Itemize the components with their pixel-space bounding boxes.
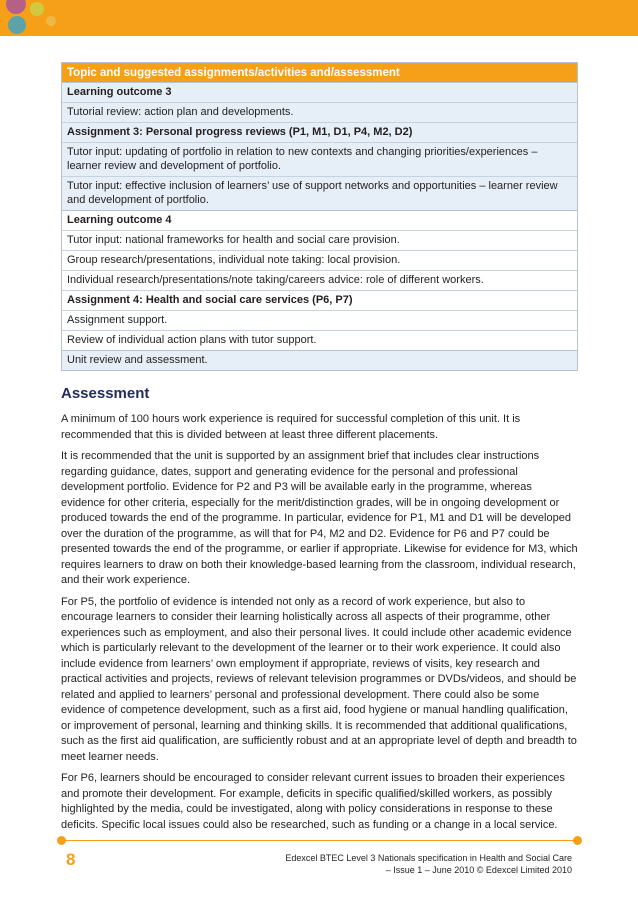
table-row: Assignment 3: Personal progress reviews (P1, M1, D1, P4, M2, D2) bbox=[62, 123, 577, 143]
footer-dot-icon bbox=[57, 836, 66, 845]
table-row: Tutor input: national frameworks for health and social care provision. bbox=[62, 231, 577, 251]
table-row: Tutor input: effective inclusion of learners’ use of support networks and opportunities – learner review and development of portfolio. bbox=[67, 180, 558, 206]
top-banner bbox=[0, 0, 638, 36]
table-group-lo4 bbox=[62, 210, 577, 350]
paragraph: It is recommended that the unit is supported by an assignment brief that includes clear instructions regarding guidance, dates, support and generating evidence for the personal and professional development portfolio. Evidence for P2 and P3 will be available early in the programme, whereas evidence for other criteria, especially for the merit/distinction grades, will be in ongoing development or produced towards the end of the programme. In particular, evidence for P1, M1 and D1 will be developed over the duration of the programme, as will that for P4, M2 and D2. Evidence for P6 and P7 could be presented towards the end of the programme, or earlier if appropriate. Likewise for evidence for M3, which requires learners to draw on both their knowledge-based learning from the classroom, individual research, and their work experience. bbox=[61, 450, 578, 586]
table-row: Individual research/presentations/note taking/careers advice: role of different workers. bbox=[62, 271, 577, 291]
assessment-heading: Assessment bbox=[61, 385, 150, 402]
decorative-circle-icon bbox=[46, 16, 56, 26]
footer-citation bbox=[242, 852, 572, 876]
paragraph: For P5, the portfolio of evidence is intended not only as a record of work experience, but also to encourage learners to consider their learning holistically across all aspects of their programme, other experiences such as employment, and also their personal lives. It could include other academic evidence which is particularly relevant to the development of the learner or to their work experience. It could also include evidence from learners’ own employment if appropriate, reviews of visits, key research and practical activities and projects, reviews of relevant television programmes or DVDs/videos, and should be related and applied to learners’ personal and professional development. There could also be some evidence of competence development, such as a first aid, food hygiene or manual handling qualification, or improvement of personal, learning and thinking skills. It is recommended that additional qualifications, such as the first aid qualification, are sufficiently robust and at an appropriate level of depth and breadth to meet learner needs. bbox=[61, 595, 577, 763]
paragraph: For P6, learners should be encouraged to consider relevant current issues to broaden their experiences and promote their development. For example, deficits in specific qualified/skilled workers, as possibly highlighted by the media, could be investigated, along with policy considerations in response to these deficits. Specific local issues could also be researched, such as funding or a change in a local service. bbox=[61, 772, 565, 831]
table-row: Tutorial review: action plan and developments. bbox=[62, 103, 577, 123]
table-header: Topic and suggested assignments/activities and/assessment bbox=[62, 63, 577, 82]
footer-dot-icon bbox=[573, 836, 582, 845]
footer-line-2: – Issue 1 – June 2010 © Edexcel Limited 2010 bbox=[385, 865, 572, 875]
decorative-circle-icon bbox=[8, 16, 26, 34]
table-row: Group research/presentations, individual note taking: local provision. bbox=[62, 251, 577, 271]
footer-divider bbox=[61, 840, 578, 841]
page-number: 8 bbox=[66, 850, 76, 869]
footer-line-1: Edexcel BTEC Level 3 Nationals specification in Health and Social Care bbox=[285, 853, 572, 863]
paragraph: A minimum of 100 hours work experience is required for successful completion of this unit. It is recommended that this is divided between at least three different placements. bbox=[61, 413, 521, 441]
table-row: Tutor input: updating of portfolio in relation to new contexts and changing priorities/experiences – learner review and development of portfolio. bbox=[62, 143, 577, 177]
table-row: Assignment 4: Health and social care services (P6, P7) bbox=[62, 291, 577, 311]
table-row: Assignment support. bbox=[62, 311, 577, 331]
table-row: Learning outcome 4 bbox=[62, 211, 577, 231]
activities-table bbox=[61, 62, 578, 371]
table-row: Learning outcome 3 bbox=[62, 83, 577, 103]
table-row: Review of individual action plans with tutor support. bbox=[67, 334, 317, 346]
assessment-body bbox=[61, 412, 578, 839]
table-final-row: Unit review and assessment. bbox=[62, 350, 577, 370]
decorative-circle-icon bbox=[30, 2, 44, 16]
table-group-lo3 bbox=[62, 82, 577, 210]
